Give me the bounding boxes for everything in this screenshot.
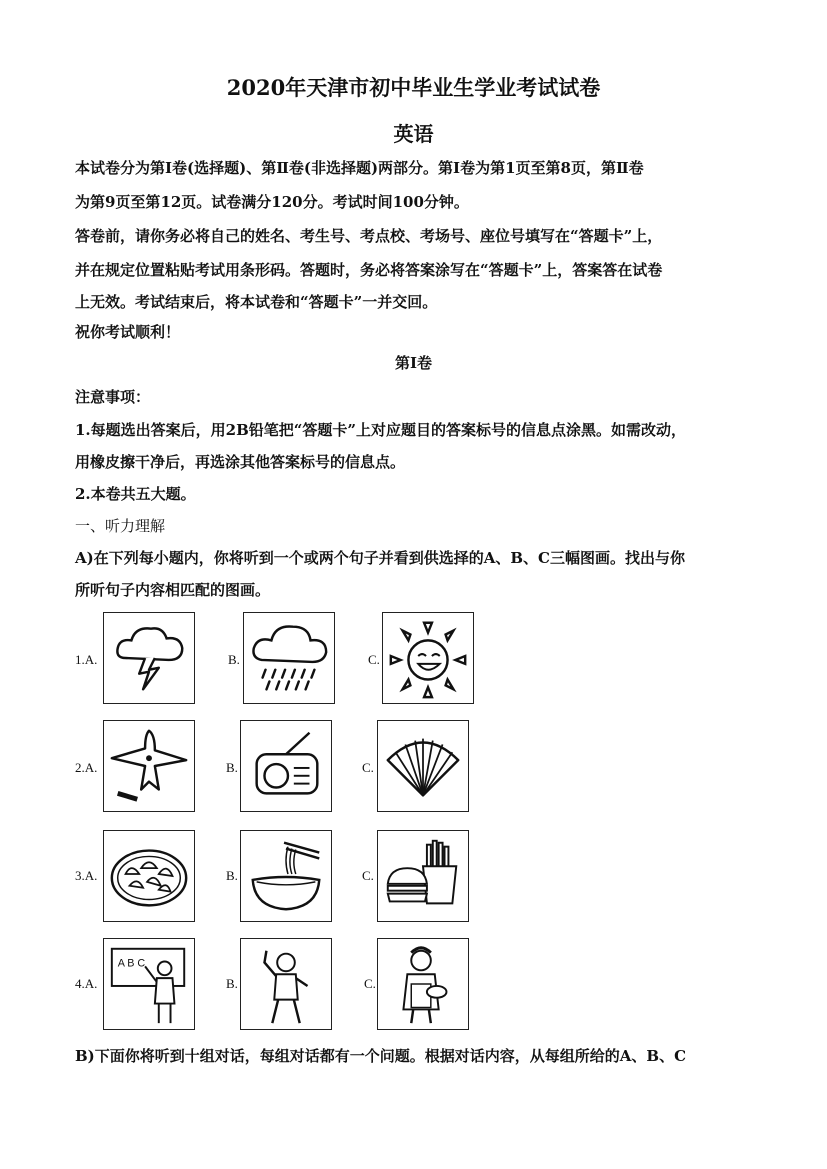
burger-fries-icon	[377, 830, 469, 922]
intro-line-2: 为第9页至第12页。试卷满分120分。考试时间100分钟。	[75, 193, 469, 211]
teacher-board-text: A B C	[117, 957, 146, 970]
subject-title: 英语	[393, 122, 434, 146]
thunderstorm-icon	[103, 612, 195, 704]
radio-icon	[240, 720, 332, 812]
rain-cloud-icon	[243, 612, 335, 704]
note-2: 2.本卷共五大题。	[75, 485, 196, 503]
fan-icon	[377, 720, 469, 812]
sun-icon	[382, 612, 474, 704]
exercising-man-icon	[240, 938, 332, 1030]
q3-option-c-label: C.	[362, 868, 374, 883]
q3-option-b-label: B.	[226, 868, 238, 883]
instruction-line-3: 上无效。考试结束后，将本试卷和“答题卡”一并交回。	[75, 293, 438, 311]
cook-woman-icon	[377, 938, 469, 1030]
section-b-line: B)下面你将听到十组对话，每组对话都有一个问题。根据对话内容，从每组所给的A、B、C	[75, 1047, 687, 1065]
noodles-icon	[240, 830, 332, 922]
q2-option-c-label: C.	[362, 760, 374, 775]
teacher-icon	[103, 938, 195, 1030]
instruction-line-2: 并在规定位置粘贴考试用条形码。答题时，务必将答案涂写在“答题卡”上，答案答在试卷	[75, 261, 663, 279]
q1-option-a-label: 1.A.	[75, 652, 98, 667]
q1-option-c-label: C.	[368, 652, 380, 667]
q3-option-a-label: 3.A.	[75, 868, 98, 883]
section-a-line-2: 所听句子内容相匹配的图画。	[75, 581, 271, 599]
q2-option-b-label: B.	[226, 760, 238, 775]
part-title: 第Ⅰ卷	[394, 354, 433, 372]
intro-line-1: 本试卷分为第Ⅰ卷(选择题)、第Ⅱ卷(非选择题)两部分。第Ⅰ卷为第1页至第8页，第Ⅱ卷	[75, 159, 644, 177]
section-listening: 一、听力理解	[75, 517, 166, 535]
exam-title: 2020年天津市初中毕业生学业考试试卷	[226, 75, 601, 100]
q4-option-b-label: B.	[226, 976, 238, 991]
q4-option-a-label: 4.A.	[75, 976, 98, 991]
notes-heading: 注意事项：	[75, 388, 151, 406]
q4-option-c-label: C.	[364, 976, 376, 991]
wish-line: 祝你考试顺利！	[75, 323, 181, 341]
section-a-line-1: A)在下列每小题内，你将听到一个或两个句子并看到供选择的A、B、C三幅图画。找出与你	[75, 549, 685, 567]
instruction-line-1: 答卷前，请你务必将自己的姓名、考生号、考点校、考场号、座位号填写在“答题卡”上，	[75, 227, 663, 245]
q1-option-b-label: B.	[228, 652, 240, 667]
dumplings-icon	[103, 830, 195, 922]
note-1-line-2: 用橡皮擦干净后，再选涂其他答案标号的信息点。	[75, 453, 406, 471]
note-1-line-1: 1.每题选出答案后，用2B铅笔把“答题卡”上对应题目的答案标号的信息点涂黑。如需改动，	[75, 421, 687, 439]
q2-option-a-label: 2.A.	[75, 760, 98, 775]
airplane-icon	[103, 720, 195, 812]
